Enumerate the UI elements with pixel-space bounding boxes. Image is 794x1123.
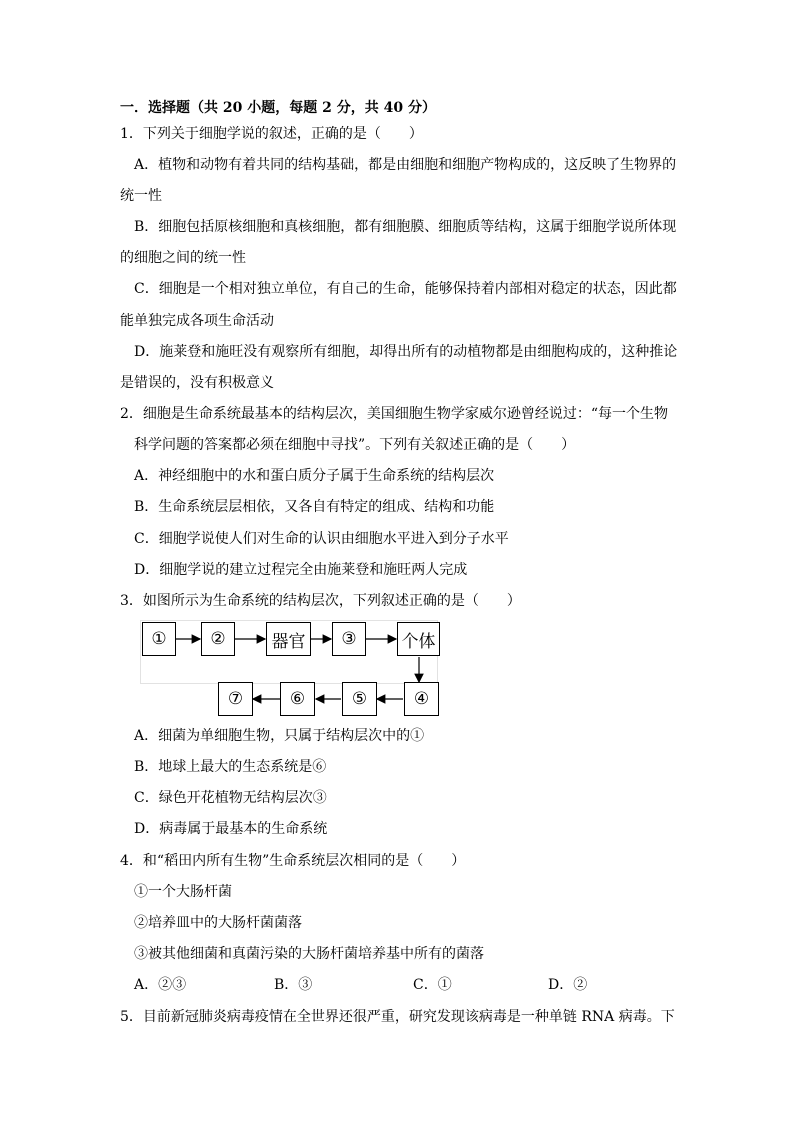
question-2-stem: 2．细胞是生命系统最基本的结构层次，美国细胞生物学家威尔逊曾经说过：“每一个生物 <box>120 406 669 422</box>
q4-option-a: A．②③ <box>134 977 187 993</box>
level-box-6: ⑥ <box>280 682 315 716</box>
q3-option-b: B．地球上最大的生态系统是⑥ <box>134 759 327 775</box>
q1-option-b: B．细胞包括原核细胞和真核细胞，都有细胞膜、细胞质等结构，这属于细胞学说所体现 <box>134 219 677 235</box>
question-1-stem: 1．下列关于细胞学说的叙述，正确的是（ ） <box>120 126 423 142</box>
q2-option-a: A．神经细胞中的水和蛋白质分子属于生命系统的结构层次 <box>134 468 495 484</box>
q4-item-2: ②培养皿中的大肠杆菌菌落 <box>134 915 302 931</box>
level-box-7: ⑦ <box>218 682 253 716</box>
level-box-organ: 器官 <box>266 622 311 656</box>
question-4-stem: 4．和“稻田内所有生物”生命系统层次相同的是（ ） <box>120 853 466 869</box>
q1-option-c: C．细胞是一个相对独立单位，有自己的生命，能够保持着内部相对稳定的状态，因此都 <box>134 281 677 297</box>
level-box-individual: 个体 <box>397 622 440 656</box>
q3-option-c: C．绿色开花植物无结构层次③ <box>134 790 327 806</box>
q1-option-a: A．植物和动物有着共同的结构基础，都是由细胞和细胞产物构成的，这反映了生物界的 <box>134 157 677 173</box>
q4-option-b: B．③ <box>274 977 313 993</box>
section-title: 一．选择题（共 20 小题，每题 2 分，共 40 分） <box>120 100 436 116</box>
q1-option-a-cont: 统一性 <box>120 188 162 204</box>
level-box-3: ③ <box>332 622 366 656</box>
question-2-stem-cont: 科学问题的答案都必须在细胞中寻找”。下列有关叙述正确的是（ ） <box>134 437 576 453</box>
level-box-1: ① <box>142 622 176 656</box>
q1-option-b-cont: 的细胞之间的统一性 <box>120 250 246 266</box>
q4-item-1: ①一个大肠杆菌 <box>134 884 232 900</box>
level-box-4: ④ <box>404 682 439 716</box>
q3-option-d: D．病毒属于最基本的生命系统 <box>134 821 328 837</box>
question-3-stem: 3．如图所示为生命系统的结构层次，下列叙述正确的是（ ） <box>120 593 521 609</box>
q1-option-d: D．施莱登和施旺没有观察所有细胞，却得出所有的动植物都是由细胞构成的，这种推论 <box>134 344 678 360</box>
q2-option-d: D．细胞学说的建立过程完全由施莱登和施旺两人完成 <box>134 562 468 578</box>
q4-option-d: D．② <box>548 977 588 993</box>
life-system-hierarchy-diagram <box>140 620 440 720</box>
q2-option-c: C．细胞学说使人们对生命的认识由细胞水平进入到分子水平 <box>134 531 509 547</box>
q2-option-b: B．生命系统层层相依，又各自有特定的组成、结构和功能 <box>134 499 495 515</box>
level-box-5: ⑤ <box>342 682 377 716</box>
q4-item-3: ③被其他细菌和真菌污染的大肠杆菌培养基中所有的菌落 <box>134 946 484 962</box>
question-5-stem: 5．目前新冠肺炎病毒疫情在全世界还很严重，研究发现该病毒是一种单链 RNA 病毒。下 <box>120 1009 675 1025</box>
q1-option-d-cont: 是错误的，没有积极意义 <box>120 375 274 391</box>
level-box-2: ② <box>201 622 235 656</box>
q3-option-a: A．细菌为单细胞生物，只属于结构层次中的① <box>134 728 425 744</box>
q1-option-c-cont: 能单独完成各项生命活动 <box>120 313 274 329</box>
q4-option-c: C．① <box>413 977 452 993</box>
